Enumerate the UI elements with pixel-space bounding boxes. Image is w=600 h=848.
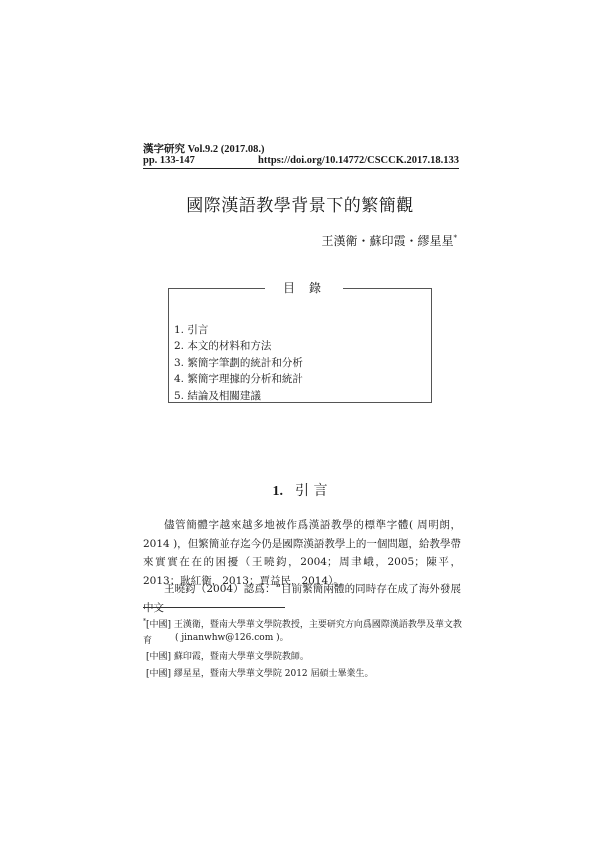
footnote: ( jinanwhw@126.com )。 <box>175 633 289 643</box>
author-names: 王漢衛・蘇印霞・繆星星 <box>321 234 454 248</box>
journal-pages: pp. 133-147 <box>143 155 195 166</box>
toc-heading: 目錄 <box>265 279 343 296</box>
footnote-mark: * <box>143 618 146 625</box>
footnote-text: [中國] 王漢衛，暨南大學華文學院教授，主要研究方向爲國際漢語教學及華文教育 <box>143 620 462 646</box>
toc-item: 2. 本文的材料和方法 <box>174 340 272 353</box>
journal-doi: https://doi.org/10.14772/CSCCK.2017.18.133 <box>258 155 459 166</box>
section-heading <box>0 480 600 500</box>
body-paragraph: 儘管簡體字越來越多地被作爲漢語教學的標準字體( 周明朗，2014 )，但繁簡並存迄今仍是國際漢語教學上的一個問題，給教學帶來實實在在的困擾（王曉鈞，2004；周聿峨，2005；陳平，2013；耿紅衛，2013；賈益民，2014）。 <box>143 519 461 587</box>
footnote: [中國] 繆星星，暨南大學華文學院 2012 屆碩士畢業生。 <box>146 669 374 679</box>
toc-list <box>174 322 303 404</box>
journal-name-volume: 漢字研究 Vol.9.2 (2017.08.) <box>143 144 265 155</box>
toc-item: 3. 繁簡字筆劃的統計和分析 <box>174 356 303 369</box>
header-rule <box>143 168 459 169</box>
section-number: 1. <box>272 484 284 499</box>
footnote: [中國] 蘇印霞，暨南大學華文學院教師。 <box>146 652 309 662</box>
paper-title: 國際漢語教學背景下的繁簡觀 <box>186 196 414 216</box>
section-title: 引 言 <box>295 483 328 499</box>
toc-item: 5. 結論及相關建議 <box>174 389 261 402</box>
author-footnote-mark: * <box>453 234 457 242</box>
authors <box>321 232 457 249</box>
footnote-rule <box>143 607 285 608</box>
toc-item: 4. 繁簡字理據的分析和統計 <box>174 373 303 386</box>
toc-item: 1. 引言 <box>174 324 209 336</box>
body-paragraph: 王曉鈞（2004）認爲：“目前繁簡兩體的同時存在成了海外發展中文 <box>143 583 461 614</box>
